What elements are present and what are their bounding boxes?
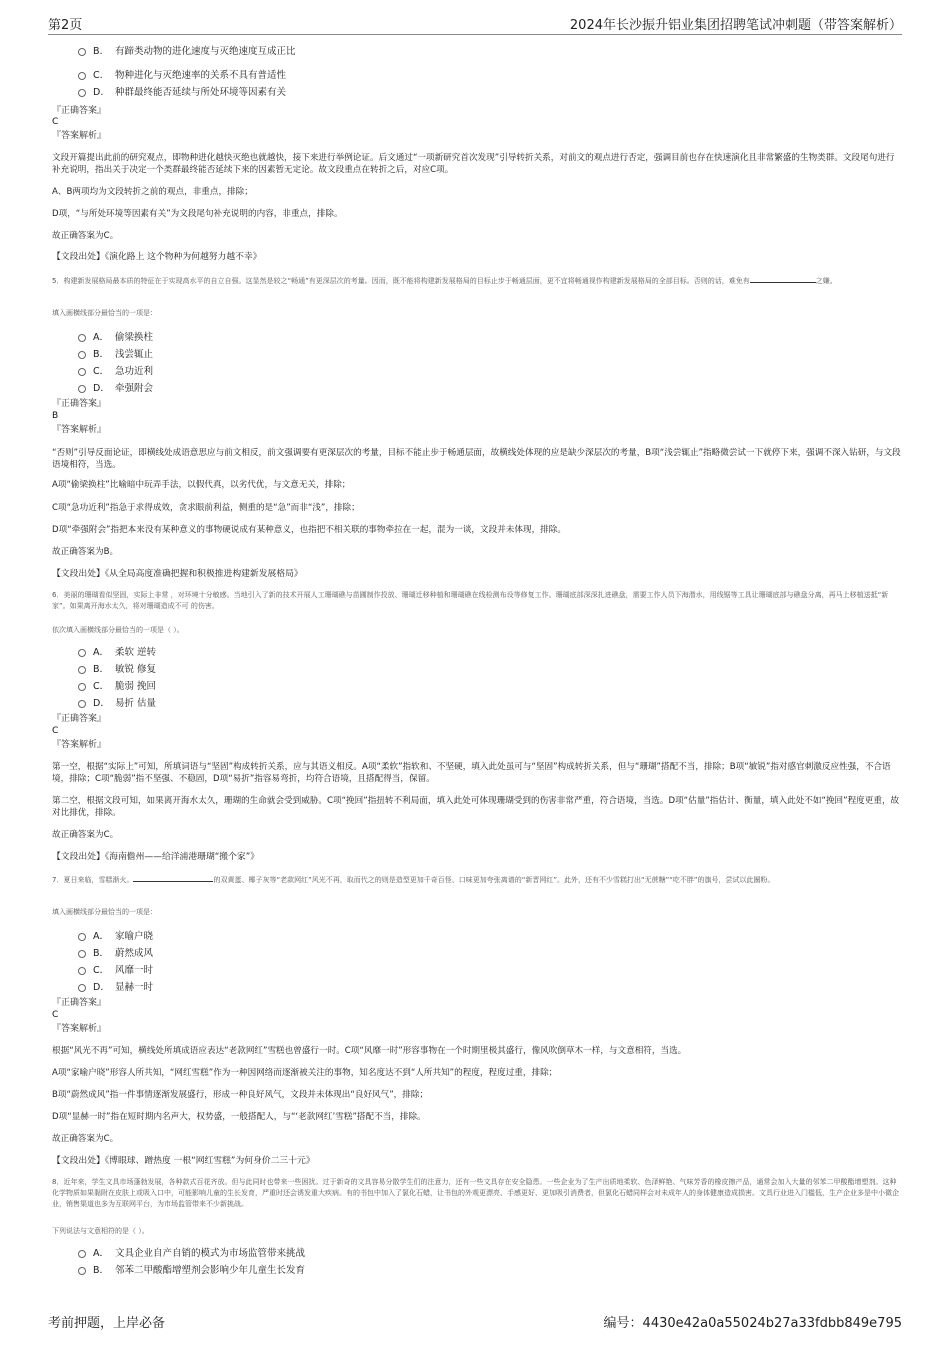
analysis-paragraph: A项“偷梁换柱”比喻暗中玩弄手法，以假代真，以劣代优，与文意无关，排除； xyxy=(52,480,351,490)
radio-icon[interactable] xyxy=(78,368,86,376)
q6-options xyxy=(52,647,902,710)
question-stem: 5．构建新发展格局最本质的特征在于实现高水平的自立自强。这显然是较之“畅通”有更深层次的考量。因而，既不能将构建新发展格局的目标止步于畅通层面，更不宜将畅通视作构建新发展格局的全部目标。否则的话，难免有 之嫌。 xyxy=(52,274,902,287)
option-item[interactable]: B． 蔚然成风 xyxy=(78,948,902,960)
q4-options xyxy=(52,46,902,58)
radio-icon[interactable] xyxy=(78,984,86,992)
source-note: 【文段出处】《从全局高度准确把握和积极推进构建新发展格局》 xyxy=(52,569,303,579)
radio-icon[interactable] xyxy=(78,950,86,958)
radio-icon[interactable] xyxy=(78,89,86,97)
option-item[interactable]: B． 浅尝辄止 xyxy=(78,349,902,361)
radio-icon[interactable] xyxy=(78,933,86,941)
radio-icon[interactable] xyxy=(78,683,86,691)
answer-label: 『正确答案』 xyxy=(52,106,107,116)
radio-icon[interactable] xyxy=(78,967,86,975)
analysis-label: 『答案解析』 xyxy=(52,740,107,750)
radio-icon[interactable] xyxy=(78,666,86,674)
page-footer xyxy=(48,1312,902,1330)
fill-blank xyxy=(133,873,213,882)
footer-slogan: 考前押题，上岸必备 xyxy=(48,1316,166,1331)
option-item[interactable]: A． 家喻户晓 xyxy=(78,931,902,943)
option-item[interactable]: D． 显赫一时 xyxy=(78,982,902,994)
option-item[interactable]: A． 柔软 逆转 xyxy=(78,647,902,659)
answer-value: C xyxy=(52,726,59,736)
answer-label: 『正确答案』 xyxy=(52,714,107,724)
radio-icon[interactable] xyxy=(78,1267,86,1275)
analysis-paragraph: A、B两项均为文段转折之前的观点，非重点，排除； xyxy=(52,187,253,197)
analysis-label: 『答案解析』 xyxy=(52,425,107,435)
question-prompt: 下列说法与文意相符的是（ ）。 xyxy=(52,1227,149,1235)
question-stem: 7．夏日来临，雪糕渐火。 的双黄蛋、椰子灰等“老款网红”风光不再，取而代之的则是造型更加千奇百怪、口味更加夸张离谱的“新晋网红”。此外，还有不少雪糕打出“无蔗糖”“吃不胖”的旗号，尝试以此圈粉。 xyxy=(52,873,902,886)
analysis-label: 『答案解析』 xyxy=(52,131,107,141)
option-item[interactable]: A． 文具企业自产自销的模式为市场监管带来挑战 xyxy=(78,1248,902,1260)
analysis-paragraph: A项“家喻户晓”形容人所共知，“网红雪糕”作为一种因网络而逐渐被关注的事物，知名度达不到“人所共知”的程度，程度过重，排除； xyxy=(52,1068,558,1078)
option-item[interactable]: B． 邻苯二甲酸酯增塑剂会影响少年儿童生长发育 xyxy=(78,1265,902,1277)
radio-icon[interactable] xyxy=(78,1250,86,1258)
analysis-paragraph: “否则”引导反面论证，即横线处成语意思应与前文相反，前文强调要有更深层次的考量，目标不能止步于畅通层面，故横线处体现的应是缺少深层次的考量，B项“浅尝辄止”指略微尝试一下就停下来，强调不深入钻研，与文段语境相符，当选。 xyxy=(52,448,901,470)
analysis-paragraph: D项“牵强附会”指把本来没有某种意义的事物硬说成有某种意义，也指把不相关联的事物牵拉在一起，混为一谈，文段并未体现，排除。 xyxy=(52,525,566,535)
radio-icon[interactable] xyxy=(78,700,86,708)
page-header xyxy=(48,14,902,35)
question-prompt: 填入画横线部分最恰当的一项是： xyxy=(52,309,157,317)
source-note: 【文段出处】《演化路上 这个物种为何越努力越不幸》 xyxy=(52,252,262,262)
answer-value: C xyxy=(52,117,59,127)
analysis-label: 『答案解析』 xyxy=(52,1024,107,1034)
source-note: 【文段出处】《博眼球、蹭热度 一根“网红雪糕”为何身价二三十元》 xyxy=(52,1156,315,1166)
option-item[interactable]: A． 偷梁换柱 xyxy=(78,332,902,344)
fill-blank xyxy=(750,274,816,283)
option-item[interactable]: C. 物种进化与灭绝速率的关系不具有普适性 xyxy=(78,70,902,82)
document-title: 2024年长沙振升铝业集团招聘笔试冲刺题（带答案解析） xyxy=(569,18,902,33)
question-prompt: 依次填入画横线部分最恰当的一项是（ ）。 xyxy=(52,626,184,634)
radio-icon[interactable] xyxy=(78,351,86,359)
analysis-paragraph: 故正确答案为B。 xyxy=(52,547,119,557)
q8-options xyxy=(52,1248,902,1277)
option-item[interactable]: C． 风靡一时 xyxy=(78,965,902,977)
analysis-paragraph: 文段开篇提出此前的研究观点，即物种进化越快灭绝也就越快，接下来进行举例论证。后文通过“一项新研究首次发现”引导转折关系，对前文的观点进行否定，强调目前也存在快速演化且非常繁盛的生物类群。文段尾句进行补充说明，指出关于决定一个类群最终能否延续下来的因素暂无定论。故文段重点在转折之后，对应C项。 xyxy=(52,153,895,175)
q4-option-c xyxy=(52,70,902,82)
q7-options xyxy=(52,931,902,994)
option-item[interactable]: D． 牵强附会 xyxy=(78,383,902,395)
analysis-paragraph: 故正确答案为C。 xyxy=(52,830,119,840)
radio-icon[interactable] xyxy=(78,48,86,56)
analysis-paragraph: D项，“与所处环境等因素有关”为文段尾句补充说明的内容，非重点，排除。 xyxy=(52,209,343,219)
document-code: 编号：4430e42a0a55024b27a33fdbb849e795 xyxy=(603,1316,902,1331)
option-item[interactable]: B. 有蹄类动物的进化速度与灭绝速度互成正比 xyxy=(78,46,902,58)
answer-label: 『正确答案』 xyxy=(52,998,107,1008)
analysis-paragraph: 第一空，根据“实际上”可知，所填词语与“坚固”构成转折关系，应与其语义相反。A项“柔软”指软和、不坚硬，填入此处虽可与“坚固”构成转折关系，但与“珊瑚”搭配不当，排除；B项“敏锐”指对感官刺激反应性强，不合语境，排除；C项“脆弱”指不坚强、不稳固，D项“易折”指容易弯折，均符合语境，且搭配得当，保留。 xyxy=(52,762,891,784)
radio-icon[interactable] xyxy=(78,385,86,393)
q5-options xyxy=(52,332,902,395)
answer-value: C xyxy=(52,1010,59,1020)
question-prompt: 填入画横线部分最恰当的一项是： xyxy=(52,908,157,916)
radio-icon[interactable] xyxy=(78,649,86,657)
analysis-paragraph: 故正确答案为C。 xyxy=(52,231,119,241)
option-item[interactable]: D． 易折 估量 xyxy=(78,698,902,710)
analysis-paragraph: 故正确答案为C。 xyxy=(52,1134,119,1144)
source-note: 【文段出处】《海南儋州——给洋浦港珊瑚“搬个家”》 xyxy=(52,852,260,862)
analysis-paragraph: 第二空，根据文段可知，如果离开海水太久，珊瑚的生命就会受到威胁。C项“挽回”指扭转不利局面，填入此处可体现珊瑚受到的伤害非常严重，符合语境，当选。D项“估量”指估计、衡量，填入此处不如“挽回”程度更重，故对比排优，排除。 xyxy=(52,796,900,818)
option-item[interactable]: D. 种群最终能否延续与所处环境等因素有关 xyxy=(78,87,902,99)
radio-icon[interactable] xyxy=(78,334,86,342)
page-number: 第2页 xyxy=(48,18,83,33)
answer-value: B xyxy=(52,411,59,421)
analysis-paragraph: 根据“风光不再”可知，横线处所填成语应表达“老款网红”雪糕也曾盛行一时。C项“风靡一时”形容事物在一个时期里极其盛行，像风吹倒草木一样，与文意相符，当选。 xyxy=(52,1046,687,1056)
question-stem: 8．近年来，学生文具市场蓬勃发展，各种款式百花齐放。但与此同时也带来一些困扰。过于新奇的文具容易分散学生们的注意力，还有一些文具存在安全隐患。一些企业为了生产出质地柔软、色泽鲜艳、气味芳香的橡皮擦产品，通常会加入大量的邻苯二甲酸酯增塑剂。这种化学物质如果黏附在皮肤上或吸入口中，可能影响儿童的生长发育，严重时还会诱发重大疾病。有的书包中加入了氯化石蜡，让书包的外观更漂亮、手感更好、更加吸引消费者，但氯化石蜡同样会对未成年人的身体健康造成损害。文具行业进入门槛低，生产企业多是中小微企业，销售渠道也多为互联网平台，为市场监管带来不少新挑战。 xyxy=(52,1178,899,1208)
analysis-paragraph: B项“蔚然成风”指一件事情逐渐发展盛行，形成一种良好风气，文段并未体现出“良好风气”，排除； xyxy=(52,1090,429,1100)
analysis-paragraph: D项“显赫一时”指在短时期内名声大，权势盛，一般搭配人，与“‘老款网红’雪糕”搭配不当，排除。 xyxy=(52,1112,426,1122)
option-item[interactable]: C． 急功近利 xyxy=(78,366,902,378)
question-stem: 6．美丽的珊瑚看似坚固，实际上非常 ，对环境十分敏感。当地引入了新的技术开展人工珊瑚礁与苗圃制作投放、珊瑚迁移种植和珊瑚礁在线检测布设等修复工作。珊瑚底部深深扎进礁盘，需要工作人员下海潜水，用线锯等工具让珊瑚底部与礁盘分离，再马上移植送抵“新家”。如果离开海水太久，将对珊瑚造成不可 的伤害。 xyxy=(52,591,889,610)
answer-label: 『正确答案』 xyxy=(52,399,107,409)
analysis-paragraph: C项“急功近利”指急于求得成效，贪求眼前利益，侧重的是“急”而非“浅”，排除； xyxy=(52,503,360,513)
q4-option-d xyxy=(52,87,902,99)
option-item[interactable]: C． 脆弱 挽回 xyxy=(78,681,902,693)
option-item[interactable]: B． 敏锐 修复 xyxy=(78,664,902,676)
radio-icon[interactable] xyxy=(78,72,86,80)
